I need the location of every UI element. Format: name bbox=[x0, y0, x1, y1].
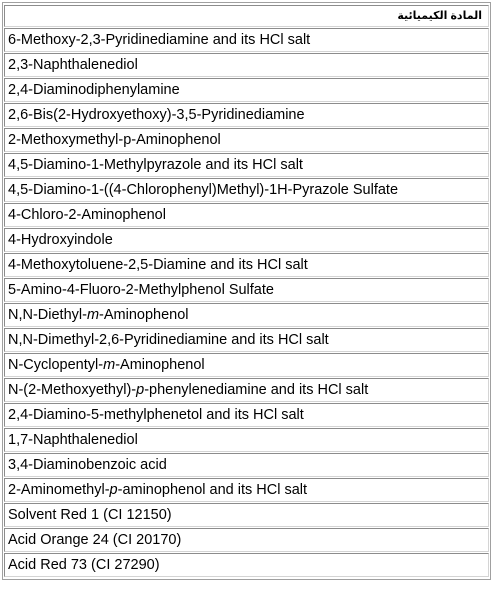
chemical-name-text: 2,6-Bis(2-Hydroxyethoxy)-3,5-Pyridinediamine bbox=[8, 107, 305, 123]
chemical-name-cell bbox=[4, 503, 489, 527]
chemical-name-cell bbox=[4, 278, 489, 302]
chemical-name-cell bbox=[4, 103, 489, 127]
chemical-name-text: 4-Chloro-2-Aminophenol bbox=[8, 207, 166, 223]
chemical-name-cell bbox=[4, 403, 489, 427]
table-row bbox=[4, 103, 489, 127]
chemical-name-cell bbox=[4, 328, 489, 352]
chemical-name-cell bbox=[4, 253, 489, 277]
chemical-name-text-suffix: -phenylenediamine and its HCl salt bbox=[144, 382, 369, 398]
table-row bbox=[4, 453, 489, 477]
chemical-name-text: 5-Amino-4-Fluoro-2-Methylphenol Sulfate bbox=[8, 282, 274, 298]
chemical-name-text: 1,7-Naphthalenediol bbox=[8, 432, 138, 448]
chemical-name-italic-prefix: m bbox=[86, 307, 100, 323]
chemical-name-text: N-(2-Methoxyethyl)- bbox=[8, 382, 137, 398]
table-row bbox=[4, 253, 489, 277]
chemical-name-text: 4,5-Diamino-1-Methylpyrazole and its HCl salt bbox=[8, 157, 303, 173]
table-row bbox=[4, 503, 489, 527]
table-row bbox=[4, 328, 489, 352]
chemical-name-text: N,N-Diethyl- bbox=[8, 307, 87, 323]
chemical-name-cell bbox=[4, 303, 489, 327]
chemical-name-text: 2-Aminomethyl- bbox=[8, 482, 110, 498]
chemical-table-body bbox=[4, 5, 489, 577]
chemical-name-cell bbox=[4, 528, 489, 552]
chemical-name-italic-prefix: m bbox=[103, 357, 116, 373]
chemical-name-cell bbox=[4, 478, 489, 502]
table-header-cell: المادة الكيميائية bbox=[4, 5, 489, 27]
chemical-name-cell bbox=[4, 453, 489, 477]
chemical-name-cell bbox=[4, 28, 489, 52]
table-row bbox=[4, 178, 489, 202]
chemical-name-cell bbox=[4, 203, 489, 227]
chemical-name-cell bbox=[4, 153, 489, 177]
table-row bbox=[4, 78, 489, 102]
table-row bbox=[4, 128, 489, 152]
table-row bbox=[4, 378, 489, 402]
chemical-name-text: Solvent Red 1 (CI 12150) bbox=[8, 507, 172, 523]
chemical-name-cell bbox=[4, 128, 489, 152]
chemical-name-text-suffix: -Aminophenol bbox=[115, 357, 205, 373]
table-row bbox=[4, 403, 489, 427]
chemical-name-text: Acid Red 73 (CI 27290) bbox=[8, 557, 160, 573]
chemical-name-text: 2,4-Diamino-5-methylphenetol and its HCl salt bbox=[8, 407, 304, 423]
table-row bbox=[4, 303, 489, 327]
chemical-name-cell bbox=[4, 553, 489, 577]
table-row bbox=[4, 153, 489, 177]
table-row bbox=[4, 203, 489, 227]
chemical-name-italic-prefix: p bbox=[109, 482, 118, 498]
chemical-table-container bbox=[2, 2, 491, 580]
chemical-name-text-suffix: -aminophenol and its HCl salt bbox=[117, 482, 308, 498]
chemical-name-cell bbox=[4, 178, 489, 202]
chemical-name-text: 4,5-Diamino-1-((4-Chlorophenyl)Methyl)-1H-Pyrazole Sulfate bbox=[8, 182, 399, 198]
table-row bbox=[4, 28, 489, 52]
table-row bbox=[4, 53, 489, 77]
chemical-name-text: 6-Methoxy-2,3-Pyridinediamine and its HCl salt bbox=[8, 32, 311, 48]
chemical-name-text: 4-Hydroxyindole bbox=[8, 232, 113, 248]
chemical-name-text: 2,3-Naphthalenediol bbox=[8, 57, 138, 73]
table-row bbox=[4, 553, 489, 577]
chemical-name-cell bbox=[4, 428, 489, 452]
chemical-table bbox=[4, 4, 489, 578]
chemical-name-text: Acid Orange 24 (CI 20170) bbox=[8, 532, 182, 548]
chemical-name-cell bbox=[4, 353, 489, 377]
chemical-name-text: N-Cyclopentyl- bbox=[8, 357, 104, 373]
table-row bbox=[4, 278, 489, 302]
table-row bbox=[4, 353, 489, 377]
chemical-name-cell bbox=[4, 78, 489, 102]
chemical-name-text: 2-Methoxymethyl-p-Aminophenol bbox=[8, 132, 221, 148]
chemical-name-text: 2,4-Diaminodiphenylamine bbox=[8, 82, 180, 98]
chemical-name-text: N,N-Dimethyl-2,6-Pyridinediamine and its HCl salt bbox=[8, 332, 329, 348]
table-header-row bbox=[4, 5, 489, 27]
table-row bbox=[4, 428, 489, 452]
chemical-name-cell bbox=[4, 53, 489, 77]
chemical-name-text: 4-Methoxytoluene-2,5-Diamine and its HCl salt bbox=[8, 257, 308, 273]
chemical-name-cell bbox=[4, 228, 489, 252]
chemical-name-cell bbox=[4, 378, 489, 402]
chemical-name-text-suffix: -Aminophenol bbox=[99, 307, 189, 323]
table-row bbox=[4, 478, 489, 502]
table-row bbox=[4, 528, 489, 552]
chemical-name-text: 3,4-Diaminobenzoic acid bbox=[8, 457, 167, 473]
table-row bbox=[4, 228, 489, 252]
chemical-name-italic-prefix: p bbox=[136, 382, 145, 398]
